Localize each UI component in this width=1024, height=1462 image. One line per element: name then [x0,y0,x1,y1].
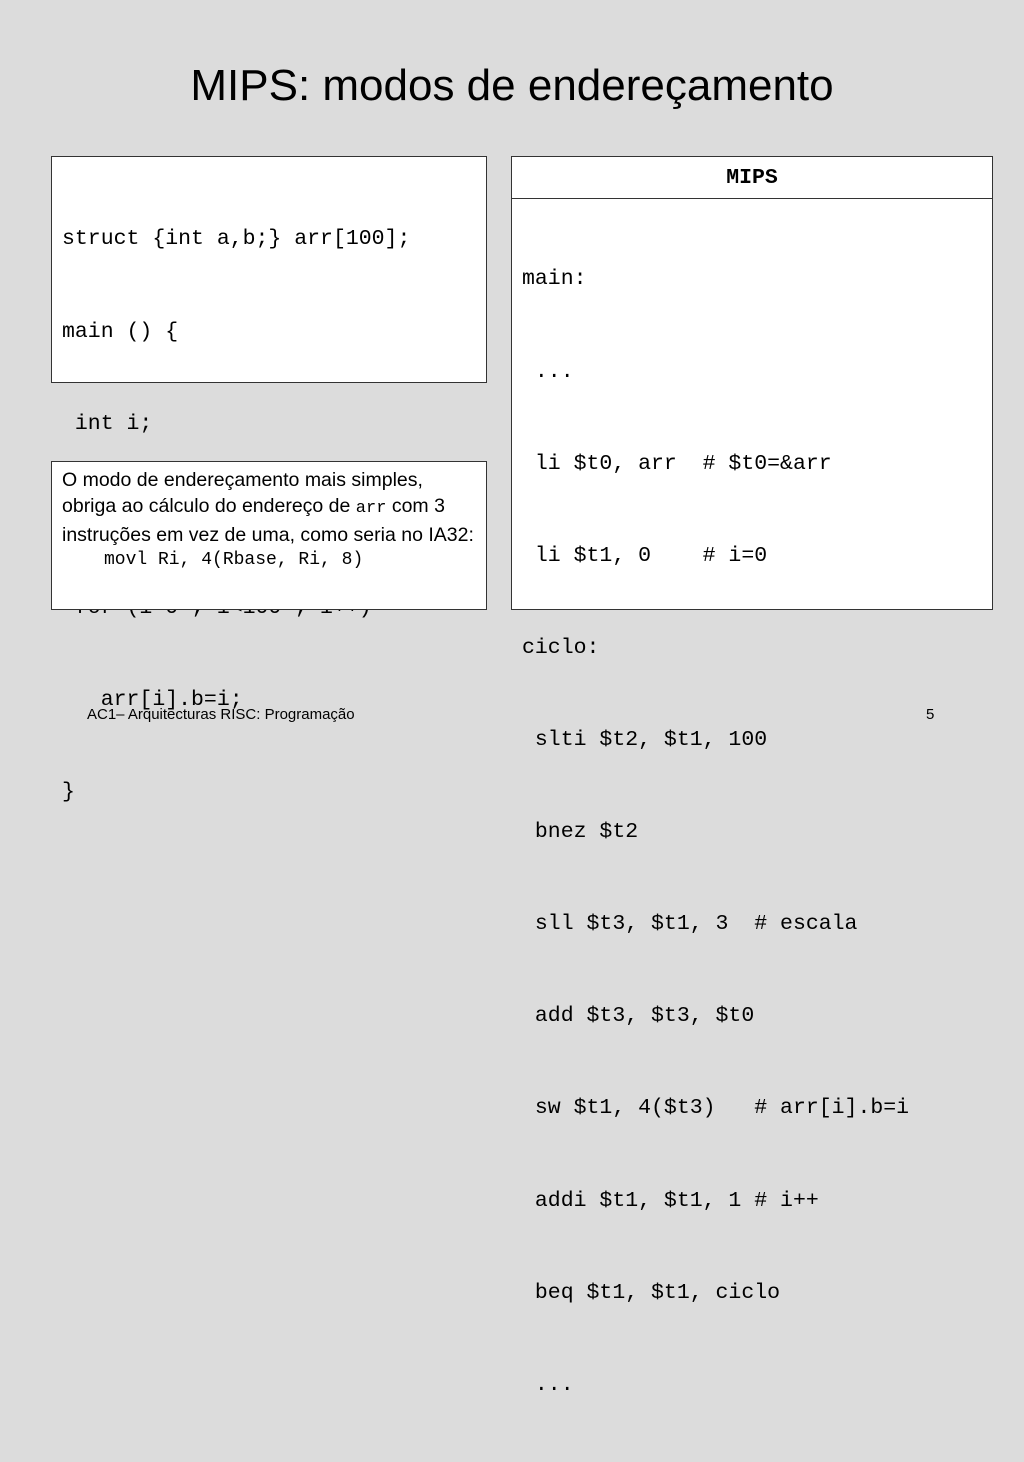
code-line: arr[i].b=i; [62,687,243,712]
code-line: sw $t1, 4($t3) # arr[i].b=i [522,1096,910,1121]
footer-course-title: AC1– Arquitecturas RISC: Programação [87,706,355,723]
code-line: li $t0, arr # $t0=&arr [522,451,832,476]
code-line: ciclo: [522,635,600,660]
code-line: bnez $t2 [522,820,639,845]
code-line: slti $t2, $t1, 100 [522,727,768,752]
code-line: int i; [62,411,153,436]
code-line: ... [522,1372,574,1397]
code-line: struct {int a,b;} arr[100]; [62,227,411,252]
page-number: 5 [926,706,935,723]
mips-code-box [511,156,993,1397]
slide-title: MIPS: modos de endereçamento [190,61,834,110]
note-code-line: movl Ri, 4(Rbase, Ri, 8) [104,550,364,570]
note-paragraph [52,462,486,548]
code-line: main () { [62,319,179,344]
note-text-after: com 3 instruções em vez de uma, como seria no IA32: [62,495,474,546]
note-box [51,461,487,610]
code-line: addi $t1, $t1, 1 # i++ [522,1188,819,1213]
code-line: } [62,780,75,805]
code-line: beq $t1, $t1, ciclo [522,1280,781,1305]
code-line: sll $t3, $t1, 3 # escala [522,912,858,937]
note-text-before: O modo de endereçamento mais simples, obriga ao cálculo do endereço de [62,469,423,517]
code-line: li $t1, 0 # i=0 [522,543,768,568]
code-line: main: [522,267,587,292]
code-line: ... [522,359,574,384]
mips-header: MIPS [512,157,992,199]
note-inline-code: arr [355,499,387,518]
code-line: add $t3, $t3, $t0 [522,1004,755,1029]
mips-code-block [512,199,992,1462]
